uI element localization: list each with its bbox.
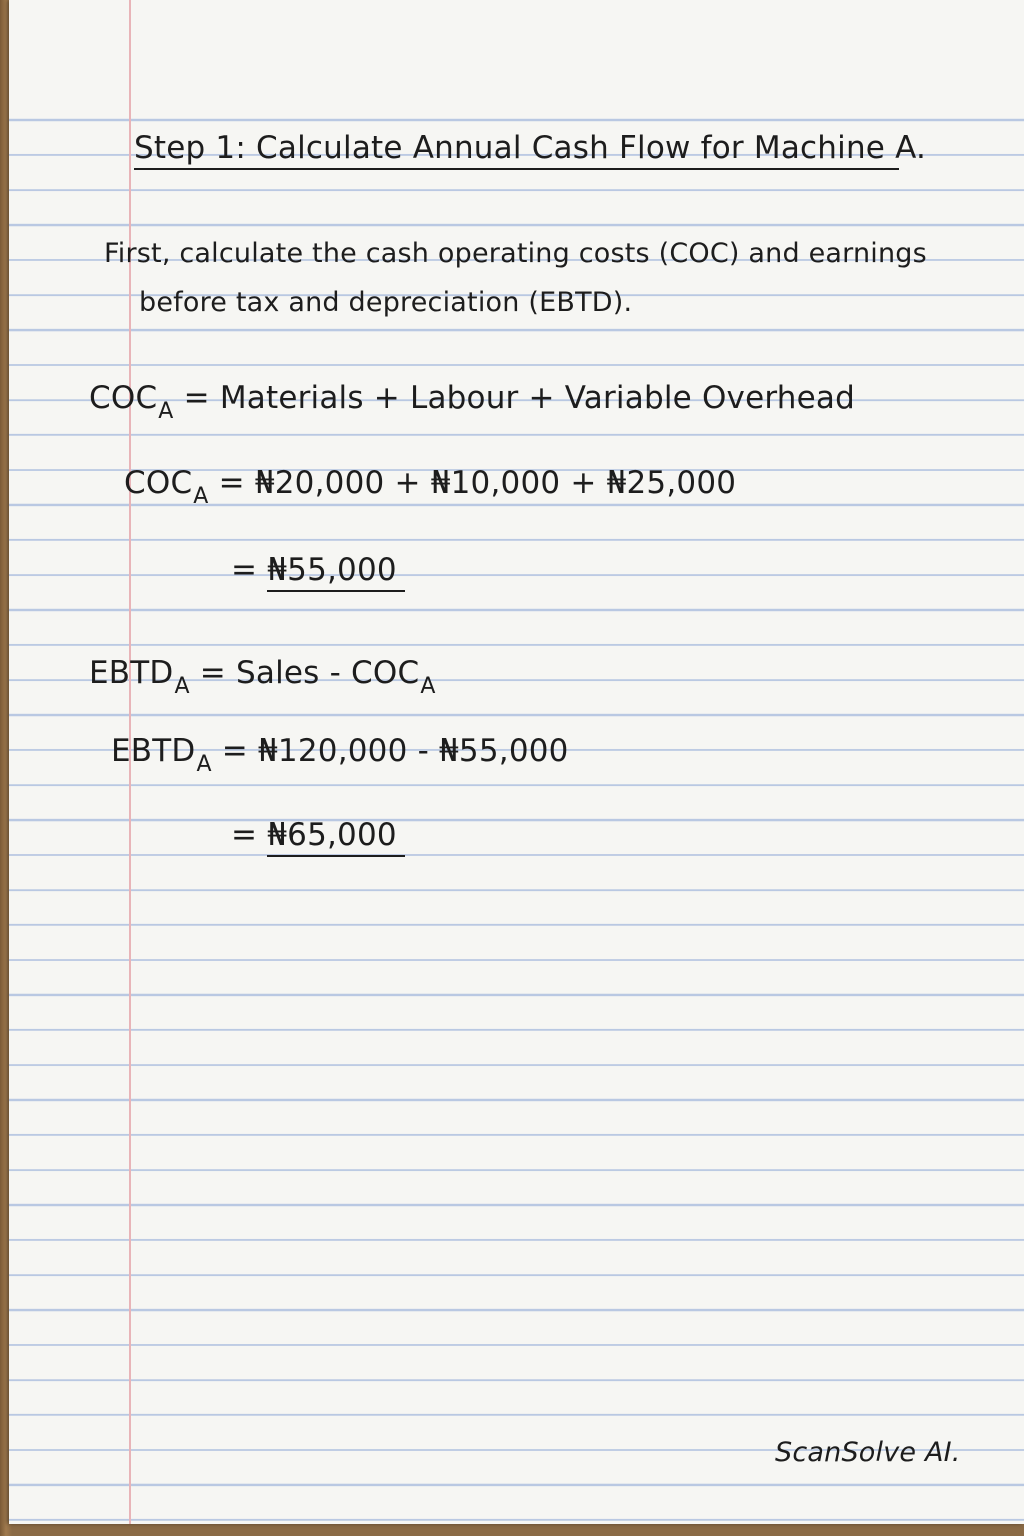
ebtd-values-label: EBTD bbox=[111, 733, 196, 769]
coc-values-subscript: A bbox=[193, 484, 209, 509]
ebtd-formula-term: COC bbox=[351, 655, 420, 691]
coc-result-equals: = bbox=[231, 552, 268, 588]
ebtd-values bbox=[111, 733, 569, 777]
ebtd-label: EBTD bbox=[89, 655, 174, 691]
ebtd-subscript: A bbox=[174, 674, 190, 699]
coc-label: COC bbox=[89, 380, 158, 416]
ebtd-result-equals: = bbox=[231, 817, 268, 853]
ebtd-values-subscript: A bbox=[196, 752, 212, 777]
ebtd-formula-text: = Sales - bbox=[189, 655, 352, 691]
coc-values-text: = ₦20,000 + ₦10,000 + ₦25,000 bbox=[208, 465, 737, 501]
coc-result-value: ₦55,000 bbox=[267, 552, 405, 592]
coc-values-label: COC bbox=[124, 465, 193, 501]
coc-formula-text: = Materials + Labour + Variable Overhead bbox=[173, 380, 855, 416]
ebtd-result-value: ₦65,000 bbox=[267, 817, 405, 857]
ebtd-result bbox=[231, 817, 405, 853]
coc-values bbox=[124, 465, 737, 509]
ebtd-formula-term-subscript: A bbox=[420, 674, 436, 699]
coc-formula bbox=[89, 380, 855, 424]
intro-line-1: First, calculate the cash operating costs (COC) and earnings bbox=[104, 238, 927, 269]
ebtd-formula bbox=[89, 655, 436, 699]
ebtd-values-text: = ₦120,000 - ₦55,000 bbox=[211, 733, 569, 769]
step-title: Step 1: Calculate Annual Cash Flow for Machine A. bbox=[134, 130, 899, 170]
coc-result bbox=[231, 552, 405, 588]
page-header-area bbox=[9, 0, 1024, 110]
coc-subscript: A bbox=[158, 399, 174, 424]
intro-line-2: before tax and depreciation (EBTD). bbox=[139, 287, 633, 318]
footer-brand: ScanSolve AI. bbox=[775, 1437, 961, 1468]
notebook-page bbox=[9, 0, 1024, 1524]
